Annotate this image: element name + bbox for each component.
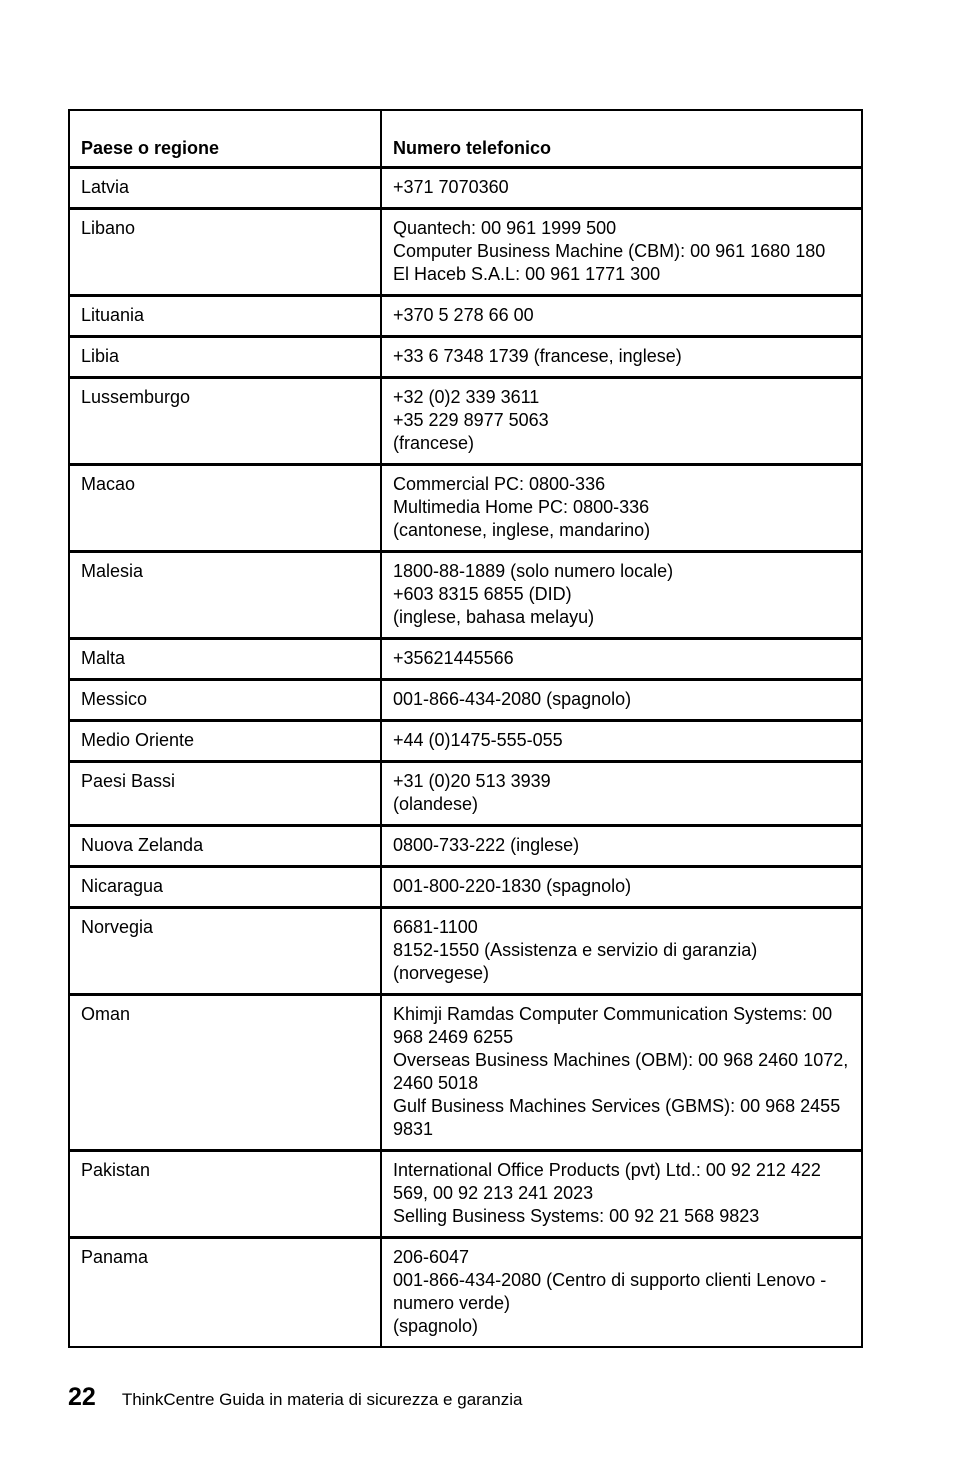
country-cell: Malesia	[69, 552, 381, 639]
phone-number-line: +603 8315 6855 (DID)	[393, 584, 572, 604]
table-row	[69, 995, 862, 1151]
phone-number-cell	[381, 168, 862, 209]
phone-number-cell	[381, 867, 862, 908]
page-footer	[68, 1383, 522, 1415]
phone-number-line: +370 5 278 66 00	[393, 305, 534, 325]
phone-number-cell	[381, 378, 862, 465]
column-header-phone: Numero telefonico	[381, 110, 862, 168]
country-cell: Pakistan	[69, 1151, 381, 1238]
phone-directory-table	[68, 109, 863, 1348]
table-row	[69, 168, 862, 209]
phone-number-line: Selling Business Systems: 00 92 21 568 9823	[393, 1206, 760, 1226]
table-row	[69, 721, 862, 762]
table-row	[69, 908, 862, 995]
phone-number-line: 001-866-434-2080 (Centro di supporto clienti Lenovo - numero verde)	[393, 1270, 827, 1313]
phone-number-line: Commercial PC: 0800-336	[393, 474, 606, 494]
country-cell: Malta	[69, 639, 381, 680]
phone-number-line: (norvegese)	[393, 963, 490, 983]
phone-number-line: Quantech: 00 961 1999 500	[393, 218, 617, 238]
phone-number-line: 001-866-434-2080 (spagnolo)	[393, 689, 632, 709]
phone-number-cell	[381, 209, 862, 296]
country-cell: Panama	[69, 1238, 381, 1348]
phone-number-cell	[381, 1151, 862, 1238]
country-cell: Macao	[69, 465, 381, 552]
table-row	[69, 1238, 862, 1348]
table-row	[69, 639, 862, 680]
country-cell: Lussemburgo	[69, 378, 381, 465]
phone-number-cell	[381, 826, 862, 867]
phone-number-line: (francese)	[393, 433, 475, 453]
phone-number-line: +371 7070360	[393, 177, 509, 197]
table-row	[69, 680, 862, 721]
phone-number-line: Khimji Ramdas Computer Communication Systems: 00 968 2469 6255	[393, 1004, 833, 1047]
phone-number-cell	[381, 1238, 862, 1348]
phone-number-cell	[381, 721, 862, 762]
table-row	[69, 209, 862, 296]
phone-number-line: International Office Products (pvt) Ltd.: 00 92 212 422 569, 00 92 213 241 2023	[393, 1160, 821, 1203]
phone-number-cell	[381, 296, 862, 337]
phone-number-line: +35621445566	[393, 648, 514, 668]
phone-number-line: +31 (0)20 513 3939	[393, 771, 551, 791]
phone-number-line: 6681-1100	[393, 917, 478, 937]
table-row	[69, 552, 862, 639]
phone-number-line: 206-6047	[393, 1247, 470, 1267]
table-row	[69, 762, 862, 826]
phone-number-line: Gulf Business Machines Services (GBMS): 00 968 2455 9831	[393, 1096, 841, 1139]
phone-number-line: (olandese)	[393, 794, 479, 814]
phone-number-line: (cantonese, inglese, mandarino)	[393, 520, 651, 540]
phone-number-cell	[381, 680, 862, 721]
phone-number-line: 0800-733-222 (inglese)	[393, 835, 580, 855]
phone-number-line: +35 229 8977 5063	[393, 410, 549, 430]
country-cell: Nicaragua	[69, 867, 381, 908]
phone-number-line: +44 (0)1475-555-055	[393, 730, 563, 750]
country-cell: Libano	[69, 209, 381, 296]
phone-number-line: El Haceb S.A.L: 00 961 1771 300	[393, 264, 661, 284]
phone-number-cell	[381, 762, 862, 826]
phone-number-line: 1800-88-1889 (solo numero locale)	[393, 561, 674, 581]
table-row	[69, 337, 862, 378]
header-row	[69, 110, 862, 168]
country-cell: Norvegia	[69, 908, 381, 995]
table-row	[69, 1151, 862, 1238]
phone-number-cell	[381, 639, 862, 680]
phone-number-line: Computer Business Machine (CBM): 00 961 1680 180	[393, 241, 826, 261]
country-cell: Oman	[69, 995, 381, 1151]
phone-number-cell	[381, 552, 862, 639]
phone-number-line: Overseas Business Machines (OBM): 00 968 2460 1072, 2460 5018	[393, 1050, 849, 1093]
phone-number-cell	[381, 908, 862, 995]
phone-number-cell	[381, 995, 862, 1151]
table-header	[69, 110, 862, 168]
column-header-country: Paese o regione	[69, 110, 381, 168]
phone-number-line: (inglese, bahasa melayu)	[393, 607, 595, 627]
document-title: ThinkCentre Guida in materia di sicurezza e garanzia	[121, 1390, 523, 1409]
phone-number-line: 001-800-220-1830 (spagnolo)	[393, 876, 632, 896]
phone-number-cell	[381, 337, 862, 378]
country-cell: Medio Oriente	[69, 721, 381, 762]
table-row	[69, 867, 862, 908]
country-cell: Nuova Zelanda	[69, 826, 381, 867]
country-cell: Latvia	[69, 168, 381, 209]
phone-number-line: Multimedia Home PC: 0800-336	[393, 497, 650, 517]
country-cell: Messico	[69, 680, 381, 721]
table-row	[69, 465, 862, 552]
table-row	[69, 378, 862, 465]
country-cell: Libia	[69, 337, 381, 378]
table-body	[69, 168, 862, 1348]
page-number: 22	[68, 1383, 96, 1411]
table-row	[69, 826, 862, 867]
phone-number-line: +32 (0)2 339 3611	[393, 387, 540, 407]
table-row	[69, 296, 862, 337]
country-cell: Lituania	[69, 296, 381, 337]
phone-number-line: +33 6 7348 1739 (francese, inglese)	[393, 346, 682, 366]
phone-number-line: 8152-1550 (Assistenza e servizio di garanzia)	[393, 940, 758, 960]
phone-number-cell	[381, 465, 862, 552]
phone-number-line: (spagnolo)	[393, 1316, 479, 1336]
country-cell: Paesi Bassi	[69, 762, 381, 826]
